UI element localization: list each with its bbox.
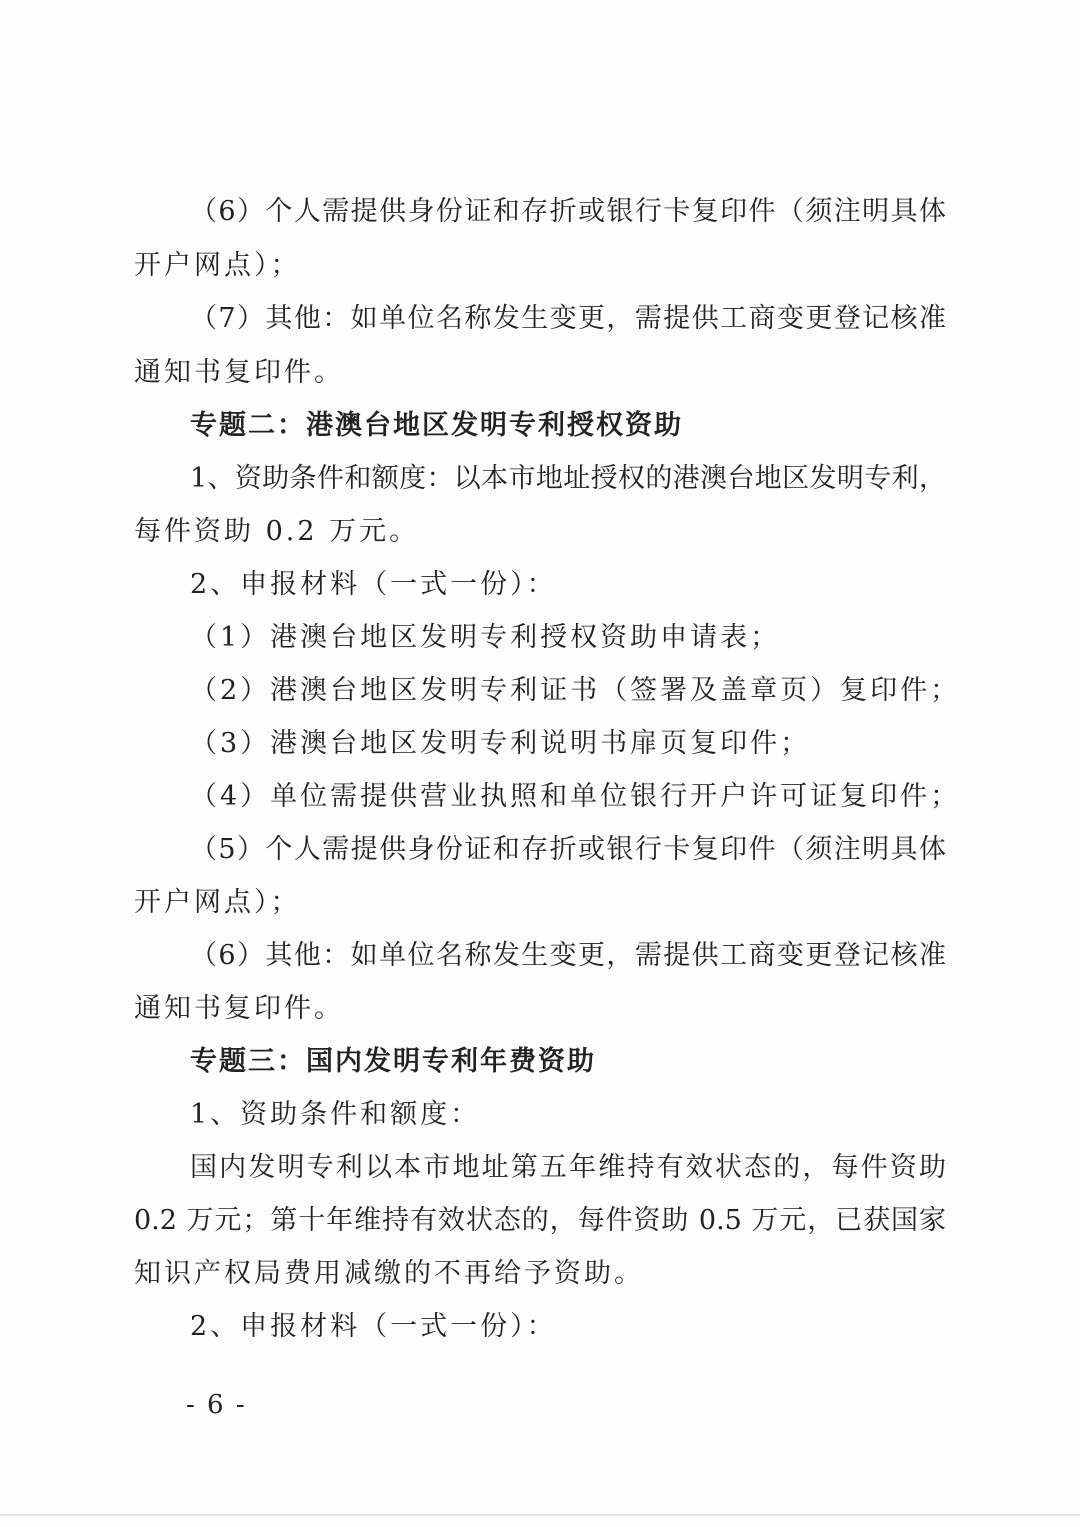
section-heading: 专题二：港澳台地区发明专利授权资助 <box>190 410 683 441</box>
paragraph-line: 0.2 万元；第十年维持有效状态的，每件资助 0.5 万元，已获国家 <box>134 1205 946 1236</box>
paragraph-line: 2、申报材料（一式一份）： <box>190 1311 557 1342</box>
paragraph-line: 通知书复印件。 <box>134 993 344 1024</box>
paragraph-line: （2）港澳台地区发明专利证书（签署及盖章页）复印件； <box>190 675 961 706</box>
paragraph-line: （7）其他：如单位名称发生变更，需提供工商变更登记核准 <box>190 303 946 334</box>
paragraph-line: （4）单位需提供营业执照和单位银行开户许可证复印件； <box>190 781 961 812</box>
page-number: - 6 - <box>186 1390 247 1420</box>
paragraph-line: 开户网点）； <box>134 887 301 918</box>
paragraph-line: （6）其他：如单位名称发生变更，需提供工商变更登记核准 <box>190 940 946 971</box>
paragraph-line: 每件资助 0.2 万元。 <box>134 516 420 547</box>
paragraph-line: （6）个人需提供身份证和存折或银行卡复印件（须注明具体 <box>190 196 946 227</box>
paragraph-line: 1、资助条件和额度：以本市地址授权的港澳台地区发明专利， <box>190 463 946 494</box>
paragraph-line: （1）港澳台地区发明专利授权资助申请表； <box>190 622 781 653</box>
paragraph-line: 通知书复印件。 <box>134 357 344 388</box>
bottom-divider <box>0 1514 1080 1516</box>
paragraph-line: （5）个人需提供身份证和存折或银行卡复印件（须注明具体 <box>190 834 946 865</box>
paragraph-line: 开户网点）； <box>134 250 301 281</box>
paragraph-line: （3）港澳台地区发明专利说明书扉页复印件； <box>190 728 811 759</box>
paragraph-line: 2、申报材料（一式一份）： <box>190 569 557 600</box>
section-heading: 专题三：国内发明专利年费资助 <box>190 1046 596 1077</box>
paragraph-line: 知识产权局费用减缴的不再给予资助。 <box>134 1258 644 1289</box>
paragraph-line: 1、资助条件和额度： <box>190 1099 481 1130</box>
paragraph-line: 国内发明专利以本市地址第五年维持有效状态的，每件资助 <box>190 1152 946 1183</box>
